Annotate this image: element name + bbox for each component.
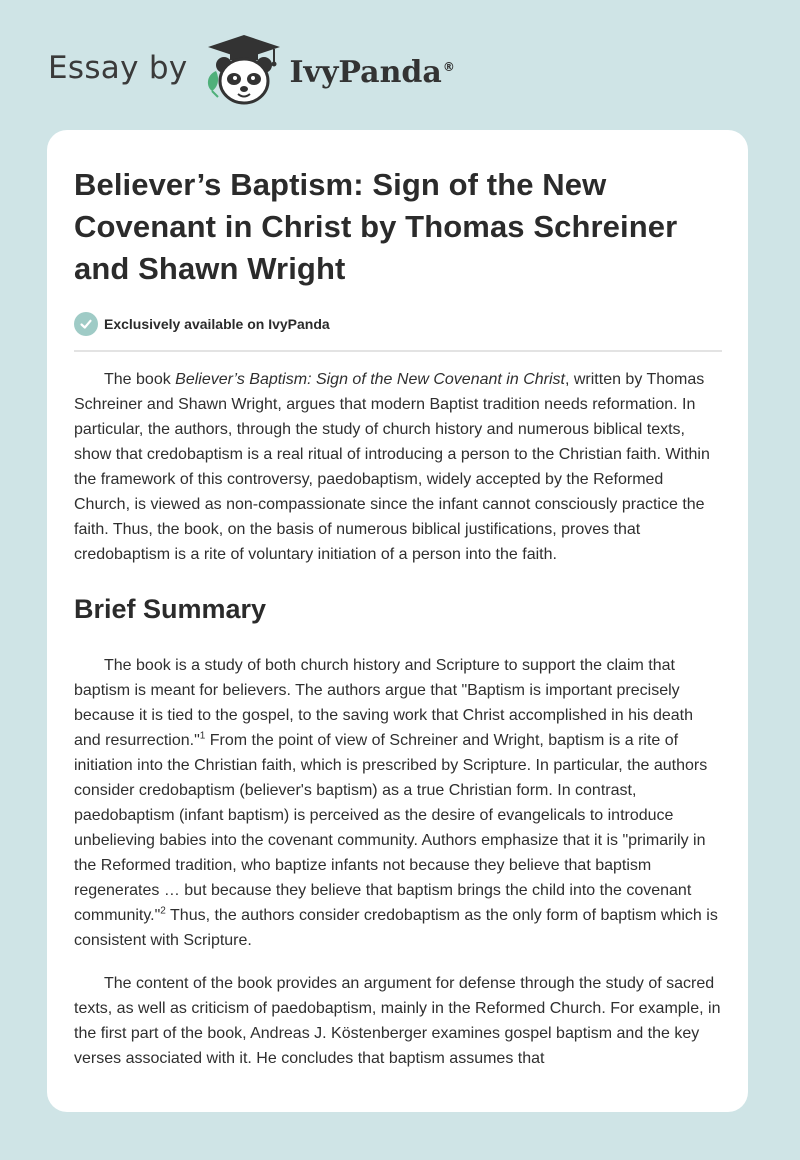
content-paragraph: The content of the book provides an argument for defense through the study of sacred texts, as well as criticism of paedobaptism, mainly in the Reformed Church. For example, in the first part of the book, Andreas J. Köstenberger examines gospel baptism and the key verses associated with it. He concludes that baptism assumes that: [74, 975, 721, 1067]
intro-paragraph: The book Believer’s Baptism: Sign of the New Covenant in Christ, written by Thomas Schreiner and Shawn Wright, argues that modern Baptist tradition needs reformation. In particular, the authors, through the study of church history and numerous biblical texts, show that credobaptism is a real ritual of introducing a person to the Christian faith. Within the framework of this controversy, paedobaptism, widely accepted by the Reformed Church, is viewed as non-compassionate since the infant cannot consciously practice the faith. Thus, the book, on the basis of numerous biblical justifications, proves that credobaptism is a rite of voluntary initiation of a person into the faith.: [74, 371, 710, 563]
footnote-ref-1[interactable]: 1: [199, 730, 206, 742]
trademark-symbol: ®: [442, 59, 455, 74]
brand-name[interactable]: IvyPanda®: [289, 54, 455, 90]
section-heading-brief-summary: Brief Summary: [74, 594, 267, 624]
divider: [74, 350, 722, 352]
site-header: [48, 30, 455, 110]
book-title: Believer’s Baptism: Sign of the New Covenant in Christ: [175, 371, 565, 388]
summary-paragraph: The book is a study of both church history and Scripture to support the claim that baptism is meant for believers. The authors argue that "Baptism is important precisely because it is tied to the gospel, to the saving work that Christ accomplished in his death and resurrection."$^1$ From the point of view of Schreiner and Wright, baptism is a rite of initiation into the Christian faith, which is prescribed by Scripture. In particular, the authors consider credobaptism (believer's baptism) as a true Christian form. In contrast, paedobaptism (infant baptism) is perceived as the desire of evangelicals to introduce unbelieving babies into the covenant community. Authors emphasize that it is "primarily in the Reformed tradition, who baptize infants not because they believe that baptism regenerates … but because they believe that baptism brings the child into the covenant community."$^2$ Thus, the authors consider credobaptism as the only form of baptism which is consistent with Scripture.: [74, 657, 718, 949]
essay-card: [47, 130, 748, 1112]
footnote-ref-2[interactable]: 2: [160, 905, 166, 917]
essay-title: Believer’s Baptism: Sign of the New Covenant in Christ by Thomas Schreiner and Shawn Wright: [74, 167, 678, 286]
exclusive-label: Exclusively available on IvyPanda: [104, 316, 330, 332]
panda-logo-icon[interactable]: [202, 31, 286, 109]
exclusive-badge: [74, 312, 722, 336]
brand-prefix: Essay by: [48, 50, 188, 86]
checkmark-icon: [74, 312, 98, 336]
